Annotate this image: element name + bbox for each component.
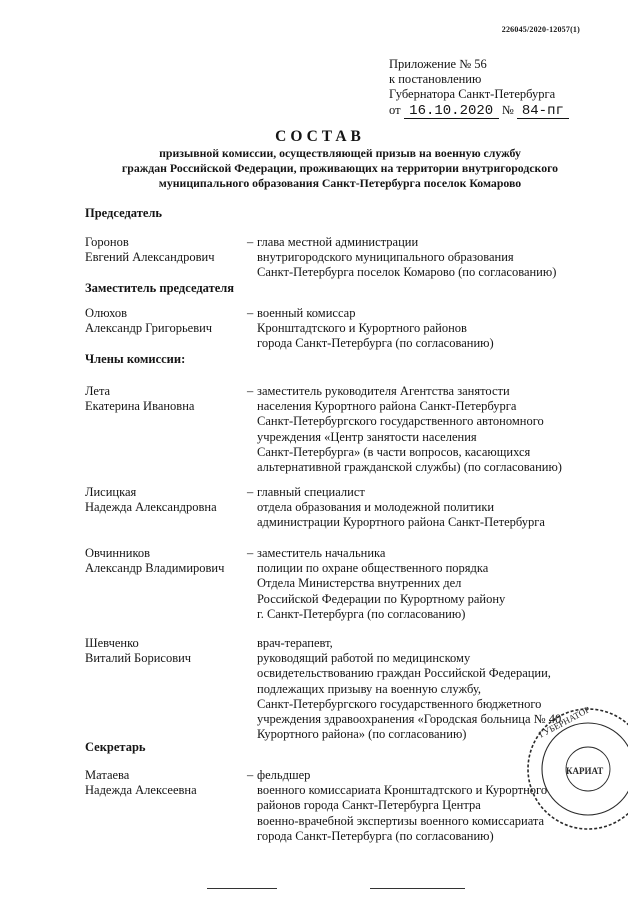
duty-line: Санкт-Петербурга поселок Комарово (по согласованию) <box>257 265 557 280</box>
duty-line: заместитель начальника <box>257 546 386 560</box>
member-given-names: Евгений Александрович <box>85 250 215 265</box>
duty-line: Кронштадтского и Курортного районов <box>257 321 467 336</box>
duty-line: полиции по охране общественного порядка <box>257 561 489 576</box>
duty-line: военно-врачебной экспертизы военного комиссариата <box>257 813 545 828</box>
member-surname: Лета <box>85 384 111 398</box>
member-dash: – <box>247 306 254 320</box>
section-deputy: Заместитель председателя <box>85 281 235 295</box>
duty-line: Российской Федерации по Курортному району <box>257 591 506 606</box>
member-duty <box>257 485 627 531</box>
member-surname: Олюхов <box>85 306 128 320</box>
member-surname: Овчинников <box>85 546 151 560</box>
duty-line: военного комиссариата Кронштадтского и Курортного <box>257 783 548 798</box>
member-dash: – <box>247 768 254 782</box>
member-dash: – <box>247 485 254 499</box>
member-name <box>85 485 240 515</box>
member-given-names: Надежда Алексеевна <box>85 783 197 798</box>
subtitle-line: муниципального образования Санкт-Петербурга поселок Комарово <box>158 176 522 190</box>
duty-line: глава местной администрации <box>257 235 419 249</box>
section-members: Члены комиссии: <box>85 352 186 366</box>
member-given-names: Александр Григорьевич <box>85 321 213 336</box>
member-given-names: Надежда Александровна <box>85 500 217 515</box>
member-surname: Шевченко <box>85 636 139 650</box>
stamp-text-middle: КАРИАТ <box>566 766 604 776</box>
duty-line: главный специалист <box>257 485 365 499</box>
duty-line: Санкт-Петербургского государственного бюджетного <box>257 696 542 711</box>
member-given-names: Екатерина Ивановна <box>85 399 195 414</box>
duty-line: заместитель руководителя Агентства занятости <box>257 384 510 398</box>
document-title: СОСТАВ <box>275 128 365 145</box>
member-dash: – <box>247 384 254 398</box>
duty-line: внутригородского муниципального образования <box>257 250 514 265</box>
duty-line: районов города Санкт-Петербурга Центра <box>257 798 481 813</box>
duty-line: учреждения здравоохранения «Городская больница № 40 <box>257 712 562 727</box>
subtitle-line: призывной комиссии, осуществляющей призыв на военную службу <box>159 146 521 160</box>
duty-line: Отдела Министерства внутренних дел <box>257 576 462 591</box>
member-duty <box>257 306 627 352</box>
member-duty <box>257 546 627 622</box>
member-name <box>85 306 240 336</box>
duty-line: г. Санкт-Петербурга (по согласованию) <box>257 606 466 621</box>
member-surname: Лисицкая <box>85 485 137 499</box>
appendix-date-line <box>389 103 619 119</box>
handwritten-number: 84-пг <box>517 105 569 119</box>
document-registration-number: 226045/2020-12057(1) <box>501 25 580 34</box>
duty-line: администрации Курортного района Санкт-Петербурга <box>257 515 545 530</box>
document-subtitle <box>70 146 610 191</box>
member-surname: Горонов <box>85 235 129 249</box>
member-given-names: Александр Владимирович <box>85 561 225 576</box>
duty-line: альтернативной гражданской службы) (по согласованию) <box>257 460 562 475</box>
duty-line: военный комиссар <box>257 306 356 320</box>
stamp-text-top: ГУБЕРНАТОР <box>537 704 592 740</box>
member-given-names: Виталий Борисович <box>85 651 192 666</box>
duty-line: города Санкт-Петербурга (по согласованию) <box>257 828 494 843</box>
duty-line: населения Курортного района Санкт-Петербурга <box>257 399 517 414</box>
appendix-authority: Губернатора Санкт-Петербурга <box>389 87 556 101</box>
duty-line: города Санкт-Петербурга (по согласованию) <box>257 336 494 351</box>
member-name <box>85 546 240 576</box>
duty-line: Санкт-Петербургского государственного автономного <box>257 414 544 429</box>
duty-line: врач-терапевт, <box>257 636 333 650</box>
member-name <box>85 235 240 265</box>
duty-line: отдела образования и молодежной политики <box>257 500 495 515</box>
duty-line: Курортного района» (по согласованию) <box>257 727 467 742</box>
footer-line <box>370 888 465 889</box>
member-duty <box>257 384 627 475</box>
date-prefix: от <box>389 103 401 117</box>
member-surname: Матаева <box>85 768 130 782</box>
duty-line: учреждения «Центр занятости населения <box>257 429 477 444</box>
seal-stamp-icon <box>478 694 628 834</box>
appendix-number: Приложение № 56 <box>389 57 487 71</box>
handwritten-date: 16.10.2020 <box>404 105 499 119</box>
member-name <box>85 636 240 666</box>
duty-line: руководящий работой по медицинскому <box>257 651 471 666</box>
section-chairman: Председатель <box>85 206 163 220</box>
member-name <box>85 768 240 798</box>
duty-line: освидетельствованию граждан Российской Федерации, <box>257 666 551 681</box>
duty-line: фельдшер <box>257 768 311 782</box>
appendix-reference: к постановлению <box>389 72 482 86</box>
duty-line: Санкт-Петербурга» (в части вопросов, касающихся <box>257 444 531 459</box>
member-name <box>85 384 240 414</box>
appendix-block <box>389 57 619 119</box>
duty-line: подлежащих призыву на военную службу, <box>257 681 481 696</box>
footer-line <box>207 888 277 889</box>
section-secretary: Секретарь <box>85 740 146 754</box>
number-sign: № <box>501 103 514 117</box>
subtitle-line: граждан Российской Федерации, проживающих на территории внутригородского <box>121 161 559 175</box>
member-dash: – <box>247 546 254 560</box>
member-dash: – <box>247 235 254 249</box>
member-duty <box>257 235 627 281</box>
